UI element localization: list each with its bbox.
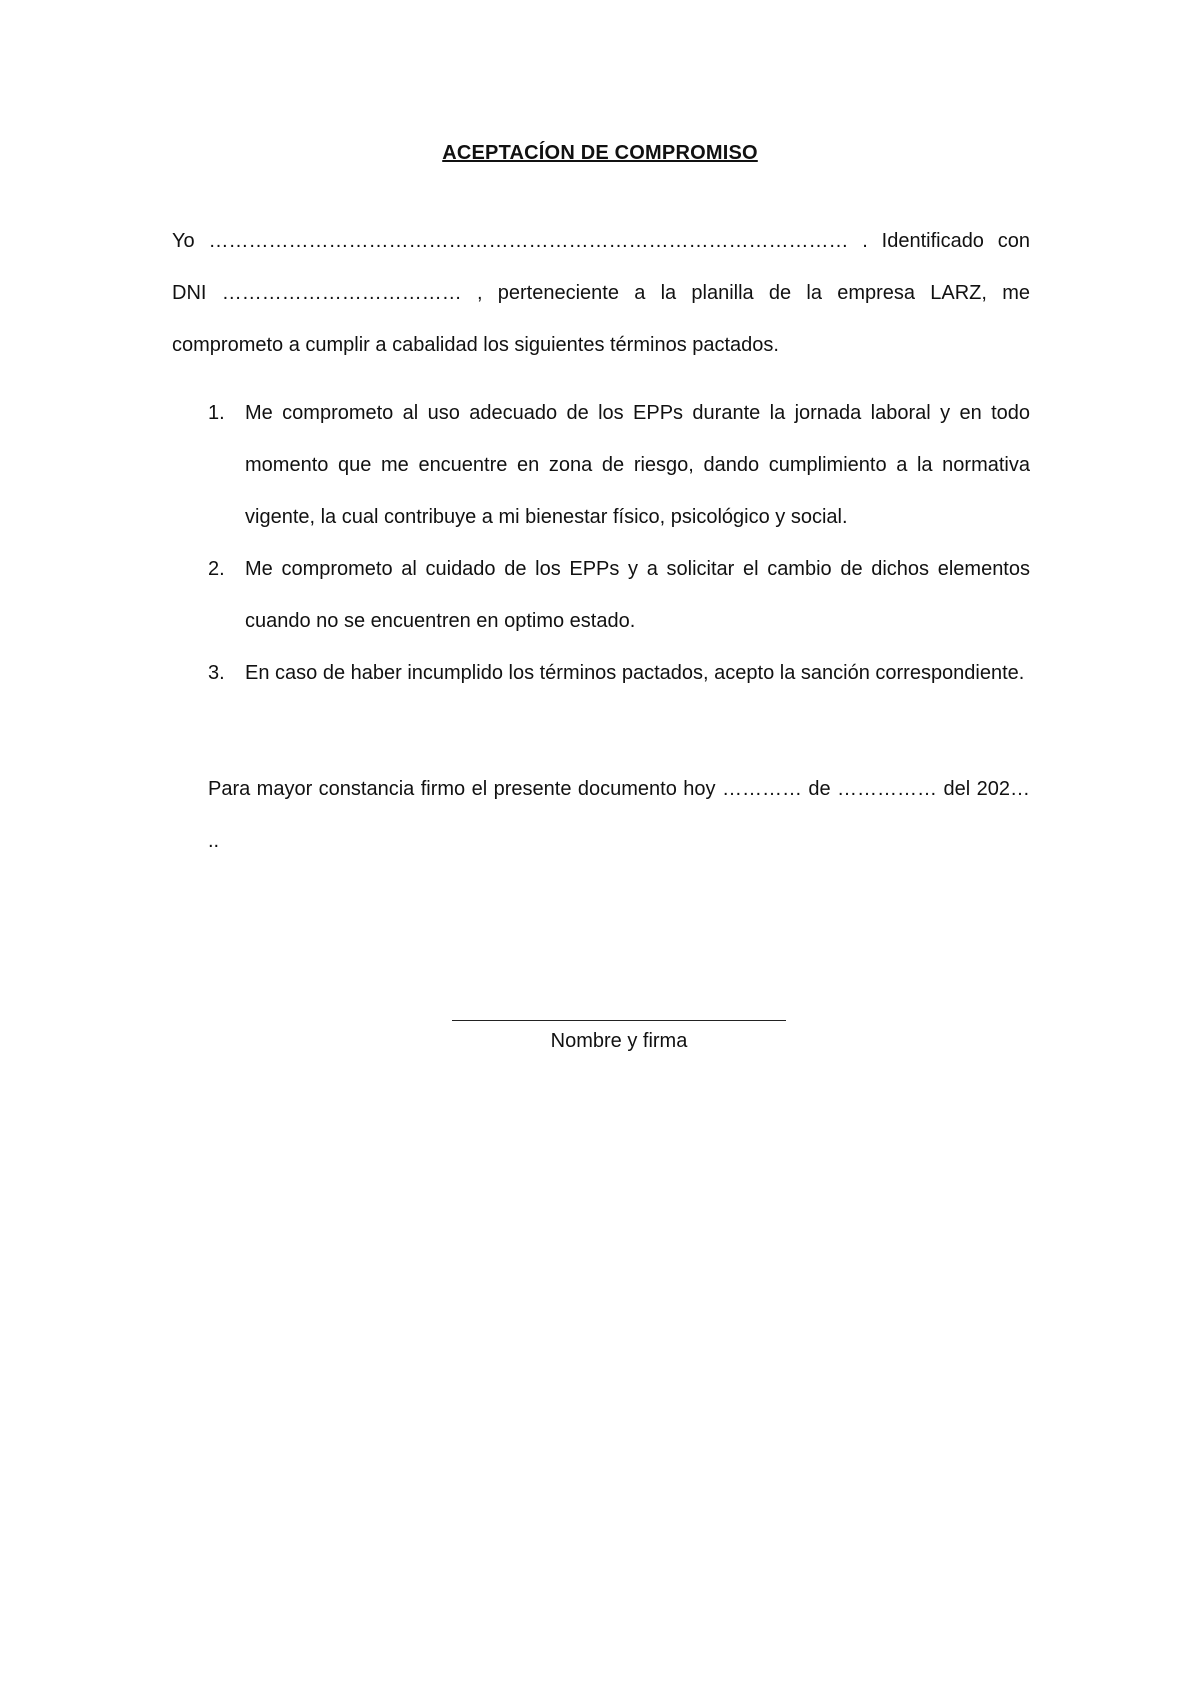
list-item-number: 2. [208, 558, 225, 580]
signature-label: Nombre y firma [550, 1030, 688, 1052]
list-item [172, 387, 1030, 543]
intro-paragraph: Yo …………………………………………………………………………………… . Identificado con DNI ……………………………… , perteneciente a la planilla de la empresa LARZ, me comprometo a cumplir a cabalidad los siguientes términos pactados. [172, 230, 1030, 356]
signature-line [452, 1020, 786, 1021]
list-item [172, 647, 1030, 699]
document-title: ACEPTACÍON DE COMPROMISO [442, 142, 758, 164]
list-item-text: En caso de haber incumplido los términos pactados, acepto la sanción correspondiente. [245, 662, 1025, 684]
list-item-text: Me comprometo al cuidado de los EPPs y a solicitar el cambio de dichos elementos cuando no se encuentren en optimo estado. [245, 558, 1030, 632]
list-item-text: Me comprometo al uso adecuado de los EPPs durante la jornada laboral y en todo momento que me encuentre en zona de riesgo, dando cumplimiento a la normativa vigente, la cual contribuye a mi bienestar físico, psicológico y social. [245, 402, 1030, 528]
list-item-number: 3. [208, 662, 225, 684]
list-item [172, 543, 1030, 647]
closing-paragraph: Para mayor constancia firmo el presente documento hoy ………… de …………… del 202… .. [208, 778, 1030, 852]
list-item-number: 1. [208, 402, 225, 424]
commitment-list [172, 387, 1030, 699]
